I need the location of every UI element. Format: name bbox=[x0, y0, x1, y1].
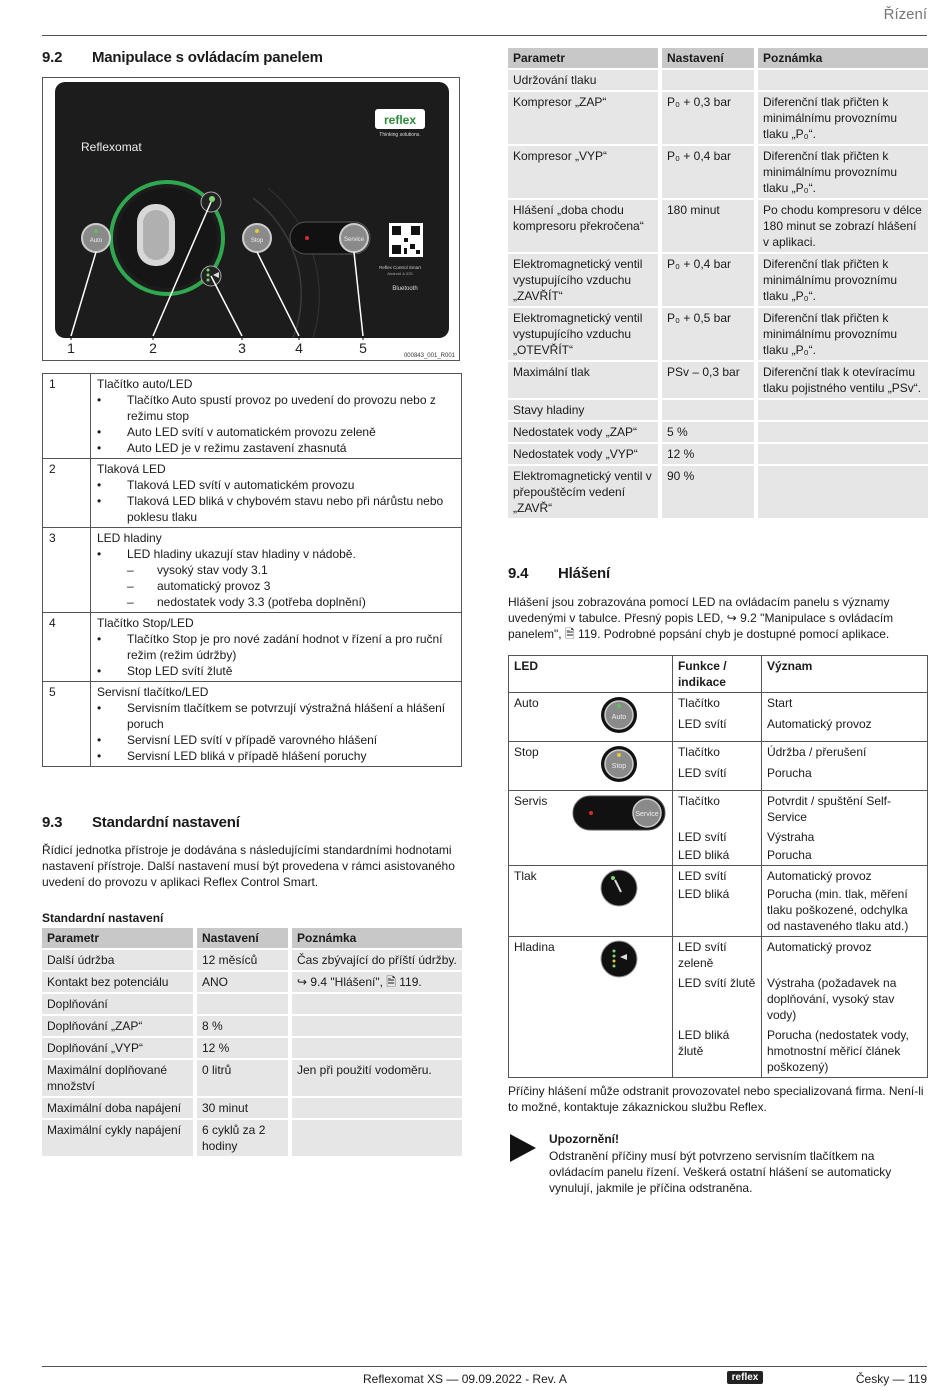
table-row: Nedostatek vody „ZAP“ 5 % bbox=[508, 422, 928, 442]
table-row: Kompresor „VYP“ P₀ + 0,4 bar Diferenční tlak přičten k minimálnímu provoznímu tlaku „P₀“. bbox=[508, 146, 928, 198]
control-panel-figure bbox=[42, 77, 460, 361]
svg-text:Stop: Stop bbox=[612, 763, 627, 770]
table-row: Doplňování „ZAP“ 8 % bbox=[42, 1016, 462, 1036]
section-9-4-text: Hlášení jsou zobrazována pomocí LED na ovládacím panelu s významy uvedenými v tabulce. Přesný popis LED, ↪ 9.2 "Manipulace s ovládacím panelem", 🗎 119. Podrobné popsání chyb je dostupné pomocí aplikace. bbox=[508, 595, 894, 641]
table-row: Doplňování bbox=[42, 994, 462, 1014]
pressure-settings-table: Parametr Nastavení Poznámka Udržování tlaku Kompresor „ZAP“ P₀ + 0,3 bar Diferenční tlak přičten k minimálnímu provoznímu tlaku „P₀“. Kompresor „VYP“ P₀ + 0,4 bar Diferenční tlak přičten k minimálnímu provoznímu tlaku „P₀“. Hlášení „doba chodu kompresoru překročena“ 180 minut Po chodu kompresoru v délce 180 minut se zobrazí hlášení v aplikaci. Elektromagnetický ventil vystupujícího vzduchu „ZAVŘÍT“ P₀ + 0,4 bar Diferenční tlak přičten k minimálnímu provoznímu tlaku „P₀“. Elektromagnetický ventil vystupujícího vzduchu „OTEVŘÍT“ P₀ + 0,5 bar Diferenční tlak přičten k minimálnímu provoznímu tlaku „P₀“. Maximální tlak PSv – 0,3 bar Diferenční tlak k otevíracímu tlaku pojistného ventilu „PSv“. Stavy hladiny Nedostatek vody „ZAP“ 5 % Nedostatek vody „VYP“ 12 % Elektromagnetický ventil v přepouštěcím vedení „ZAVŘ“ 90 % bbox=[508, 46, 928, 520]
table-row: Stop Stop Tlačítko LED svítí Údržba / přerušení Porucha bbox=[509, 742, 928, 791]
svg-text:Reflex Control Smart: Reflex Control Smart bbox=[379, 265, 421, 270]
table-row: Auto Auto Tlačítko LED svítí Start Automatický provoz bbox=[509, 693, 928, 742]
table-row: Stavy hladiny bbox=[508, 400, 928, 420]
table-row: Doplňování „VYP“ 12 % bbox=[42, 1038, 462, 1058]
level-led-icon bbox=[567, 937, 672, 1078]
standard-settings-caption: Standardní nastavení bbox=[42, 911, 164, 925]
table-row: Maximální tlak PSv – 0,3 bar Diferenční tlak k otevíracímu tlaku pojistného ventilu „PSv“. bbox=[508, 362, 928, 398]
bluetooth-label: Bluetooth bbox=[392, 286, 418, 292]
table-row: Tlak LED svítí LED bliká Automatický provoz Porucha (min. tlak, měření tlaku poškozené, odchylka od nastaveného tlaku atd.) bbox=[509, 866, 928, 937]
callout-1: 1 bbox=[67, 340, 75, 356]
table-row: Hladina LED svítí zeleně LED svítí žlutě LED bliká žlutě Automatický provoz Výstraha (požadavek na doplňování, vysoký stav vody) Porucha (nedostatek vody, hmotnostní měřicí článek poškozený) bbox=[509, 937, 928, 1078]
pressure-led-icon bbox=[567, 866, 672, 937]
legend-row: 4 Tlačítko Stop/LED • Tlačítko Stop je pro nové zadání hodnot v řízení a pro ruční režim (režim údržby) • Stop LED svítí žlutě bbox=[43, 613, 462, 682]
table-row: Elektromagnetický ventil v přepouštěcím vedení „ZAVŘ“ 90 % bbox=[508, 466, 928, 518]
header-rule bbox=[42, 35, 927, 36]
svg-text:Android & iOS: Android & iOS bbox=[387, 271, 413, 276]
stop-led-icon bbox=[567, 742, 672, 791]
legend-row: 5 Servisní tlačítko/LED • Servisním tlačítkem se potvrzují výstražná hlášení a hlášení poruch • Servisní LED svítí v případě varovného hlášení • Servisní LED bliká v případě hlášení poruchy bbox=[43, 682, 462, 767]
table-row: Hlášení „doba chodu kompresoru překročena“ 180 minut Po chodu kompresoru v délce 180 minut se zobrazí hlášení v aplikaci. bbox=[508, 200, 928, 252]
svg-text:Service: Service bbox=[635, 811, 660, 818]
table-row: Udržování tlaku bbox=[508, 70, 928, 90]
footer-logo: reflex bbox=[727, 1371, 763, 1384]
table-row: Další údržba 12 měsíců Čas zbývající do příští údržby. bbox=[42, 950, 462, 970]
header-section-title: Řízení bbox=[883, 6, 927, 23]
section-9-4-heading: 9.4 Hlášení bbox=[508, 565, 610, 582]
table-row: Maximální cykly napájení 6 cyklů za 2 hodiny bbox=[42, 1120, 462, 1156]
table-row: Elektromagnetický ventil vystupujícího vzduchu „ZAVŘÍT“ P₀ + 0,4 bar Diferenční tlak přičten k minimálnímu provoznímu tlaku „P₀“. bbox=[508, 254, 928, 306]
product-name: Reflexomat bbox=[81, 140, 142, 154]
table-row: Servis Service Tlačítko LED svítí LED bliká Potvrdit / spuštění Self-Service Výstraha Porucha bbox=[509, 791, 928, 866]
auto-button-label: Auto bbox=[89, 238, 103, 244]
footer-page: Česky — 119 bbox=[855, 1372, 927, 1386]
callout-3: 3 bbox=[238, 340, 246, 356]
table-row: Maximální doplňované množství 0 litrů Jen při použití vodoměru. bbox=[42, 1060, 462, 1096]
table-row: Kontakt bez potenciálu ANO ↪ 9.4 "Hlášení", 🗎 119. bbox=[42, 972, 462, 992]
callout-5: 5 bbox=[359, 340, 367, 356]
callout-2: 2 bbox=[149, 340, 157, 356]
signals-table: LED Funkce / indikace Význam Auto Auto Tlačítko LED svítí Start Automatický provoz Stop Stop Tlačítko LED svítí Údržba / přerušení Porucha Servis Service Tlačítko LED svítí LED bliká Potvrdit / spuštění Self-Service Výstraha Porucha Tlak LED svítí LED bliká Automatický provoz Porucha (min. tlak, měření tlaku poškozené, odchylka od nastaveného tlaku atd.) Hladina LED svítí zeleně LED svítí žlutě LED bliká žlutě Automatický provoz Výstraha (požadavek na doplňování, vysoký stav vody) Porucha (nedostatek vody, hmotnostní měřicí článek poškozený) bbox=[508, 655, 928, 1078]
table-row: Maximální doba napájení 30 minut bbox=[42, 1098, 462, 1118]
legend-row: 2 Tlaková LED • Tlaková LED svítí v automatickém provozu • Tlaková LED bliká v chybovém stavu nebo při nárůstu nebo poklesu tlaku bbox=[43, 459, 462, 528]
brand-logo: reflex bbox=[383, 113, 417, 127]
svg-text:Thinking solutions.: Thinking solutions. bbox=[379, 132, 421, 138]
legend-row: 1 Tlačítko auto/LED • Tlačítko Auto spustí provoz po uvedení do provozu nebo z režimu stop • Auto LED svítí v automatickém provozu zeleně • Auto LED je v režimu zastavení zhasnutá bbox=[43, 374, 462, 459]
section-9-3-heading: 9.3 Standardní nastavení bbox=[42, 814, 240, 831]
note-text: Odstranění příčiny musí být potvrzeno servisním tlačítkem na ovládacím panelu řízení. Veškerá ostatní hlášení se automaticky vynulují, jakmile je příčina odstraněna. bbox=[549, 1149, 892, 1195]
legend-row: 3 LED hladiny • LED hladiny ukazují stav hladiny v nádobě. – vysoký stav vody 3.1 – automatický provoz 3 – nedostatek vody 3.3 (potřeba doplnění) bbox=[43, 528, 462, 613]
table-row: Nedostatek vody „VYP“ 12 % bbox=[508, 444, 928, 464]
table-row: Elektromagnetický ventil vystupujícího vzduchu „OTEVŘÍT“ P₀ + 0,5 bar Diferenční tlak přičten k minimálnímu provoznímu tlaku „P₀“. bbox=[508, 308, 928, 360]
section-9-3-text: Řídicí jednotka přístroje je dodávána s následujícími standardními hodnotami nastavení přístroje. Další nastavení musí být provedena v rámci asistovaného uvedení do provozu v aplikaci Reflex Control Smart. bbox=[42, 843, 455, 889]
figure-legend-table bbox=[42, 373, 462, 767]
stop-button-label: Stop bbox=[250, 238, 264, 244]
section-9-2-heading: 9.2 Manipulace s ovládacím panelem bbox=[42, 49, 323, 66]
note-title: Upozornění! bbox=[549, 1132, 619, 1146]
callout-4: 4 bbox=[295, 340, 303, 356]
figure-ref: 000843_001_R001 bbox=[403, 353, 455, 359]
service-button-label: Service bbox=[343, 237, 365, 243]
standard-settings-table: Parametr Nastavení Poznámka Další údržba 12 měsíců Čas zbývající do příští údržby. Kontakt bez potenciálu ANO ↪ 9.4 "Hlášení", 🗎 119. Doplňování Doplňování „ZAP“ 8 % Doplňování „VYP“ 12 % Maximální doplňované množství 0 litrů Jen při použití vodoměru. Maximální doba napájení 30 minut Maximální cykly napájení 6 cyklů za 2 hodiny bbox=[42, 926, 462, 1158]
control-panel-illustration bbox=[43, 78, 461, 362]
play-arrow-icon bbox=[510, 1134, 536, 1162]
auto-led-icon bbox=[567, 693, 672, 742]
footer-doc-info: Reflexomat XS — 09.09.2022 - Rev. A bbox=[363, 1372, 567, 1386]
table-row: Kompresor „ZAP“ P₀ + 0,3 bar Diferenční tlak přičten k minimálnímu provoznímu tlaku „P₀“. bbox=[508, 92, 928, 144]
signals-after-text: Příčiny hlášení může odstranit provozovatel nebo specializovaná firma. Není-li to možné, kontaktuje zákaznickou službu Reflex. bbox=[508, 1084, 924, 1114]
footer-rule bbox=[42, 1366, 927, 1367]
service-led-icon bbox=[567, 791, 672, 866]
svg-text:Auto: Auto bbox=[612, 714, 627, 721]
